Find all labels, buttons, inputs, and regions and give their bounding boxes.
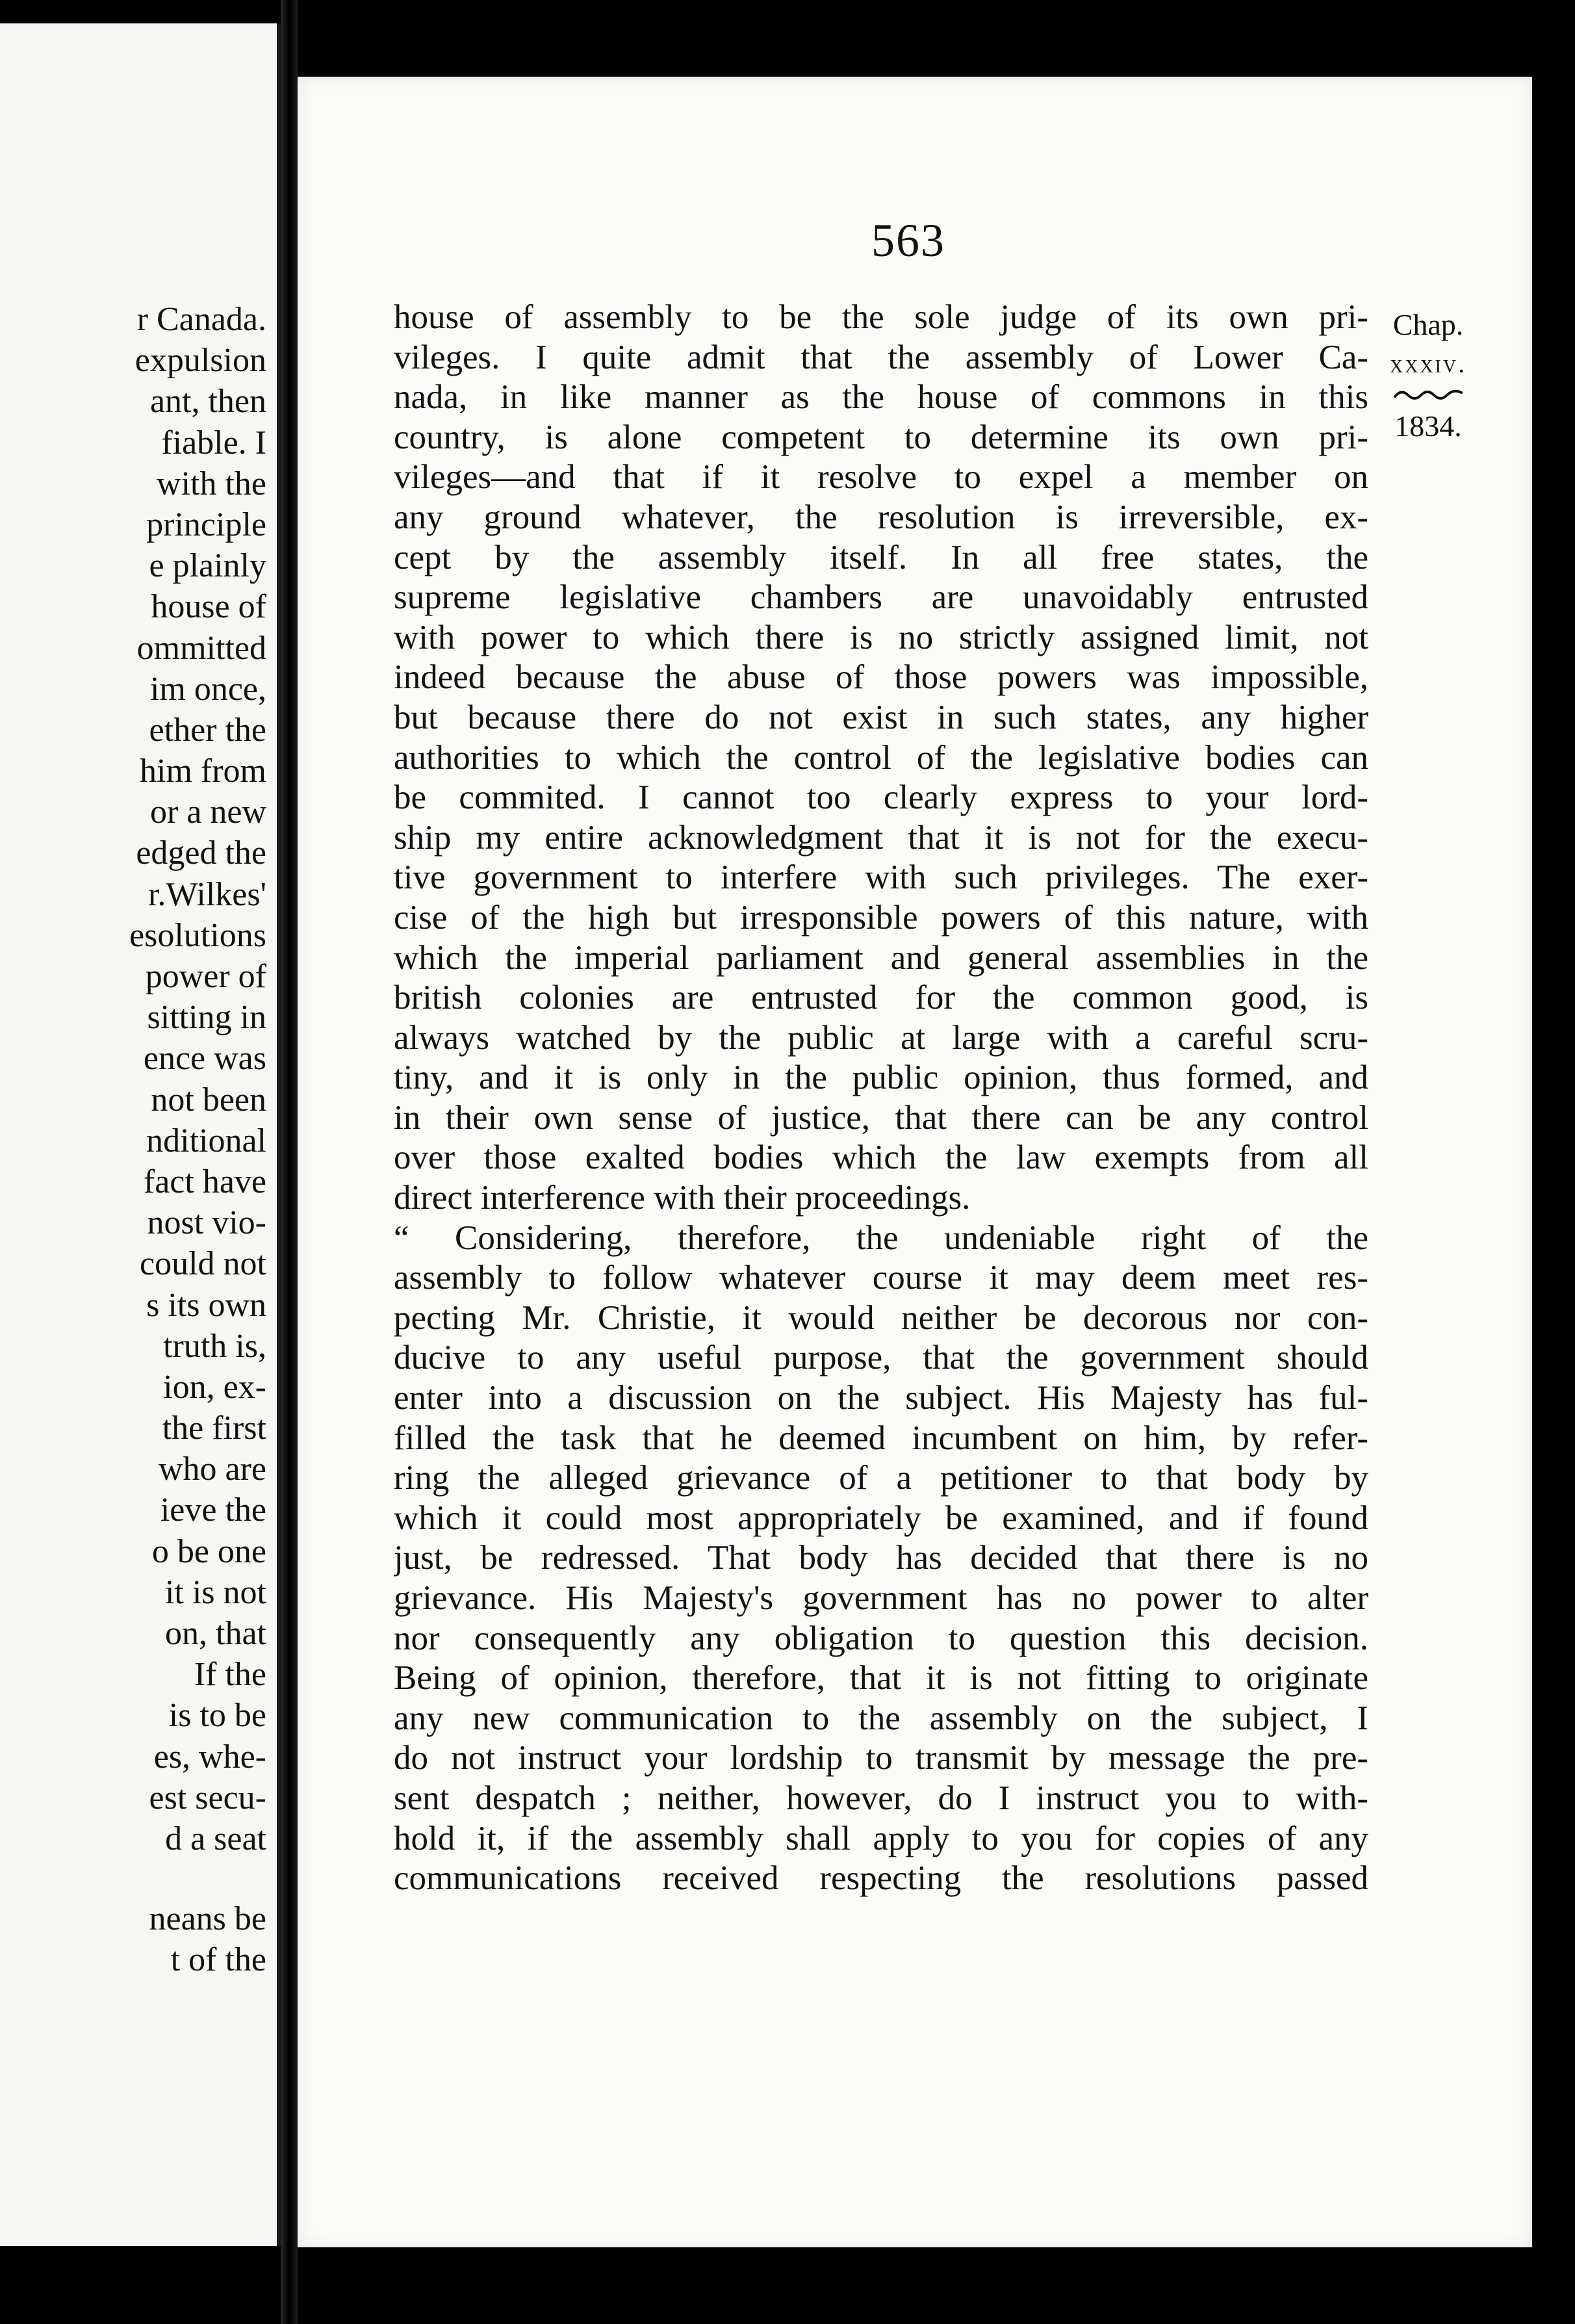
text-line: any ground whatever, the resolution is irreversible, ex- [394,498,1368,536]
margin-note-chapter-number: xxxiv. [1389,349,1467,378]
previous-page-text [0,299,266,1981]
previous-page-line: r Canada. [136,301,266,338]
previous-page-line: es, whe- [153,1738,266,1775]
text-line: cept by the assembly itself. In all free states, the [394,538,1368,576]
previous-page-line: nditional [146,1122,266,1159]
ornament-flourish [1392,385,1464,403]
previous-page-line: nost vio- [147,1204,266,1242]
previous-page-line: house of [151,588,266,626]
text-line: tive government to interfere with such privileges. The exer- [394,859,1368,897]
previous-page-line: d a seat [165,1820,266,1857]
previous-page-line: r.Wilkes' [147,875,266,913]
text-line: always watched by the public at large with a careful scru- [394,1018,1368,1057]
page-body-text [394,298,1368,1899]
text-line: ship my entire acknowledgment that it is not for the execu- [394,818,1368,857]
previous-page-line: on, that [165,1615,266,1652]
previous-page-line: fact have [143,1163,266,1200]
text-line: which the imperial parliament and general assemblies in the [394,938,1368,977]
text-line: ducive to any useful purpose, that the government should [394,1339,1368,1377]
text-line: sent despatch ; neither, however, do I instruct you to with- [394,1779,1368,1817]
previous-page-line: who are [158,1451,266,1488]
previous-page-line: could not [140,1245,266,1283]
text-line: enter into a discussion on the subject. His Majesty has ful- [394,1379,1368,1417]
text-line: vileges—and that if it resolve to expel a member on [394,458,1368,497]
previous-page-line: fiable. I [161,424,266,461]
margin-note-chapter: Chap. [1392,308,1464,341]
text-line: british colonies are entrusted for the common good, is [394,979,1368,1017]
previous-page-line: sitting in [147,999,266,1037]
previous-page-fragment [0,23,281,2246]
text-line: direct interference with their proceedings. [394,1179,971,1217]
text-line: ring the alleged grievance of a petitioner to that body by [394,1459,1368,1497]
text-line: just, be redressed. That body has decided that there is no [394,1539,1368,1577]
text-line: Being of opinion, therefore, that it is not fitting to originate [394,1659,1368,1698]
previous-page-line: If the [194,1656,266,1694]
text-line: nada, in like manner as the house of commons in this [394,378,1368,417]
previous-page-line: truth is, [163,1327,266,1365]
previous-page-line: the first [162,1410,266,1447]
text-line: vileges. I quite admit that the assembly of Lower Ca- [394,338,1368,376]
previous-page-line: principle [146,506,266,543]
previous-page-line: him from [140,753,266,790]
previous-page-line: ieve the [160,1491,266,1529]
text-line: house of assembly to be the sole judge of its own pri- [394,298,1368,336]
previous-page-line: it is not [164,1573,266,1611]
text-line: any new communication to the assembly on the subject, I [394,1699,1368,1737]
text-line: nor consequently any obligation to question this decision. [394,1619,1368,1657]
text-line: do not instruct your lordship to transmit by message the pre- [394,1739,1368,1777]
previous-page-line: not been [151,1081,266,1118]
previous-page-line: est secu- [149,1779,266,1816]
page-number: 563 [871,214,945,266]
text-line: supreme legislative chambers are unavoidably entrusted [394,578,1368,617]
previous-page-line: neans be [149,1900,266,1938]
previous-page-line: e plainly [149,547,266,585]
text-line: which it could most appropriately be examined, and if found [394,1499,1368,1537]
text-line: indeed because the abuse of those powers was impossible, [394,658,1368,697]
previous-page-line: with the [157,465,266,502]
book-spine [281,0,298,2324]
book-page [298,77,1532,2247]
text-line: assembly to follow whatever course it may deem meet res- [394,1259,1368,1297]
previous-page-line: t of the [170,1941,266,1979]
text-line: hold it, if the assembly shall apply to you for copies of any [394,1819,1368,1857]
previous-page-line: im once, [149,670,266,708]
scan-border [1532,0,1575,2324]
text-line: with power to which there is no strictly assigned limit, not [394,618,1368,656]
previous-page-line: ence was [143,1040,266,1078]
text-line: pecting Mr. Christie, it would neither be decorous nor con- [394,1298,1368,1337]
previous-page-line: expulsion [134,342,266,380]
text-line: filled the task that he deemed incumbent on him, by refer- [394,1419,1368,1457]
previous-page-line: ion, ex- [163,1368,266,1406]
text-line: cise of the high but irresponsible powers of this nature, with [394,898,1368,936]
paragraph-gap [0,1859,266,1898]
previous-page-line: ether the [149,711,266,749]
text-line: communications received respecting the resolutions passed [394,1859,1368,1898]
text-line: country, is alone competent to determine its own pri- [394,418,1368,456]
text-line: “ Considering, therefore, the undeniable right of the [394,1219,1368,1257]
text-line: in their own sense of justice, that there can be any control [394,1098,1368,1137]
previous-page-line: is to be [168,1697,266,1735]
text-line: be commited. I cannot too clearly express to your lord- [394,779,1368,817]
previous-page-line: edged the [136,834,266,872]
text-line: over those exalted bodies which the law exempts from all [394,1139,1368,1177]
margin-note-year: 1834. [1394,409,1462,443]
text-line: tiny, and it is only in the public opinion, thus formed, and [394,1059,1368,1097]
previous-page-line: o be one [151,1532,266,1570]
text-line: authorities to which the control of the legislative bodies can [394,738,1368,777]
previous-page-line: power of [145,958,266,995]
margin-note [1376,305,1480,446]
previous-page-line: or a new [149,794,266,831]
previous-page-line: ommitted [136,629,266,667]
text-line: but because there do not exist in such states, any higher [394,698,1368,736]
previous-page-line: esolutions [129,916,266,954]
text-line: grievance. His Majesty's government has no power to alter [394,1579,1368,1617]
previous-page-line: ant, then [149,383,266,420]
previous-page-line: s its own [146,1286,266,1324]
